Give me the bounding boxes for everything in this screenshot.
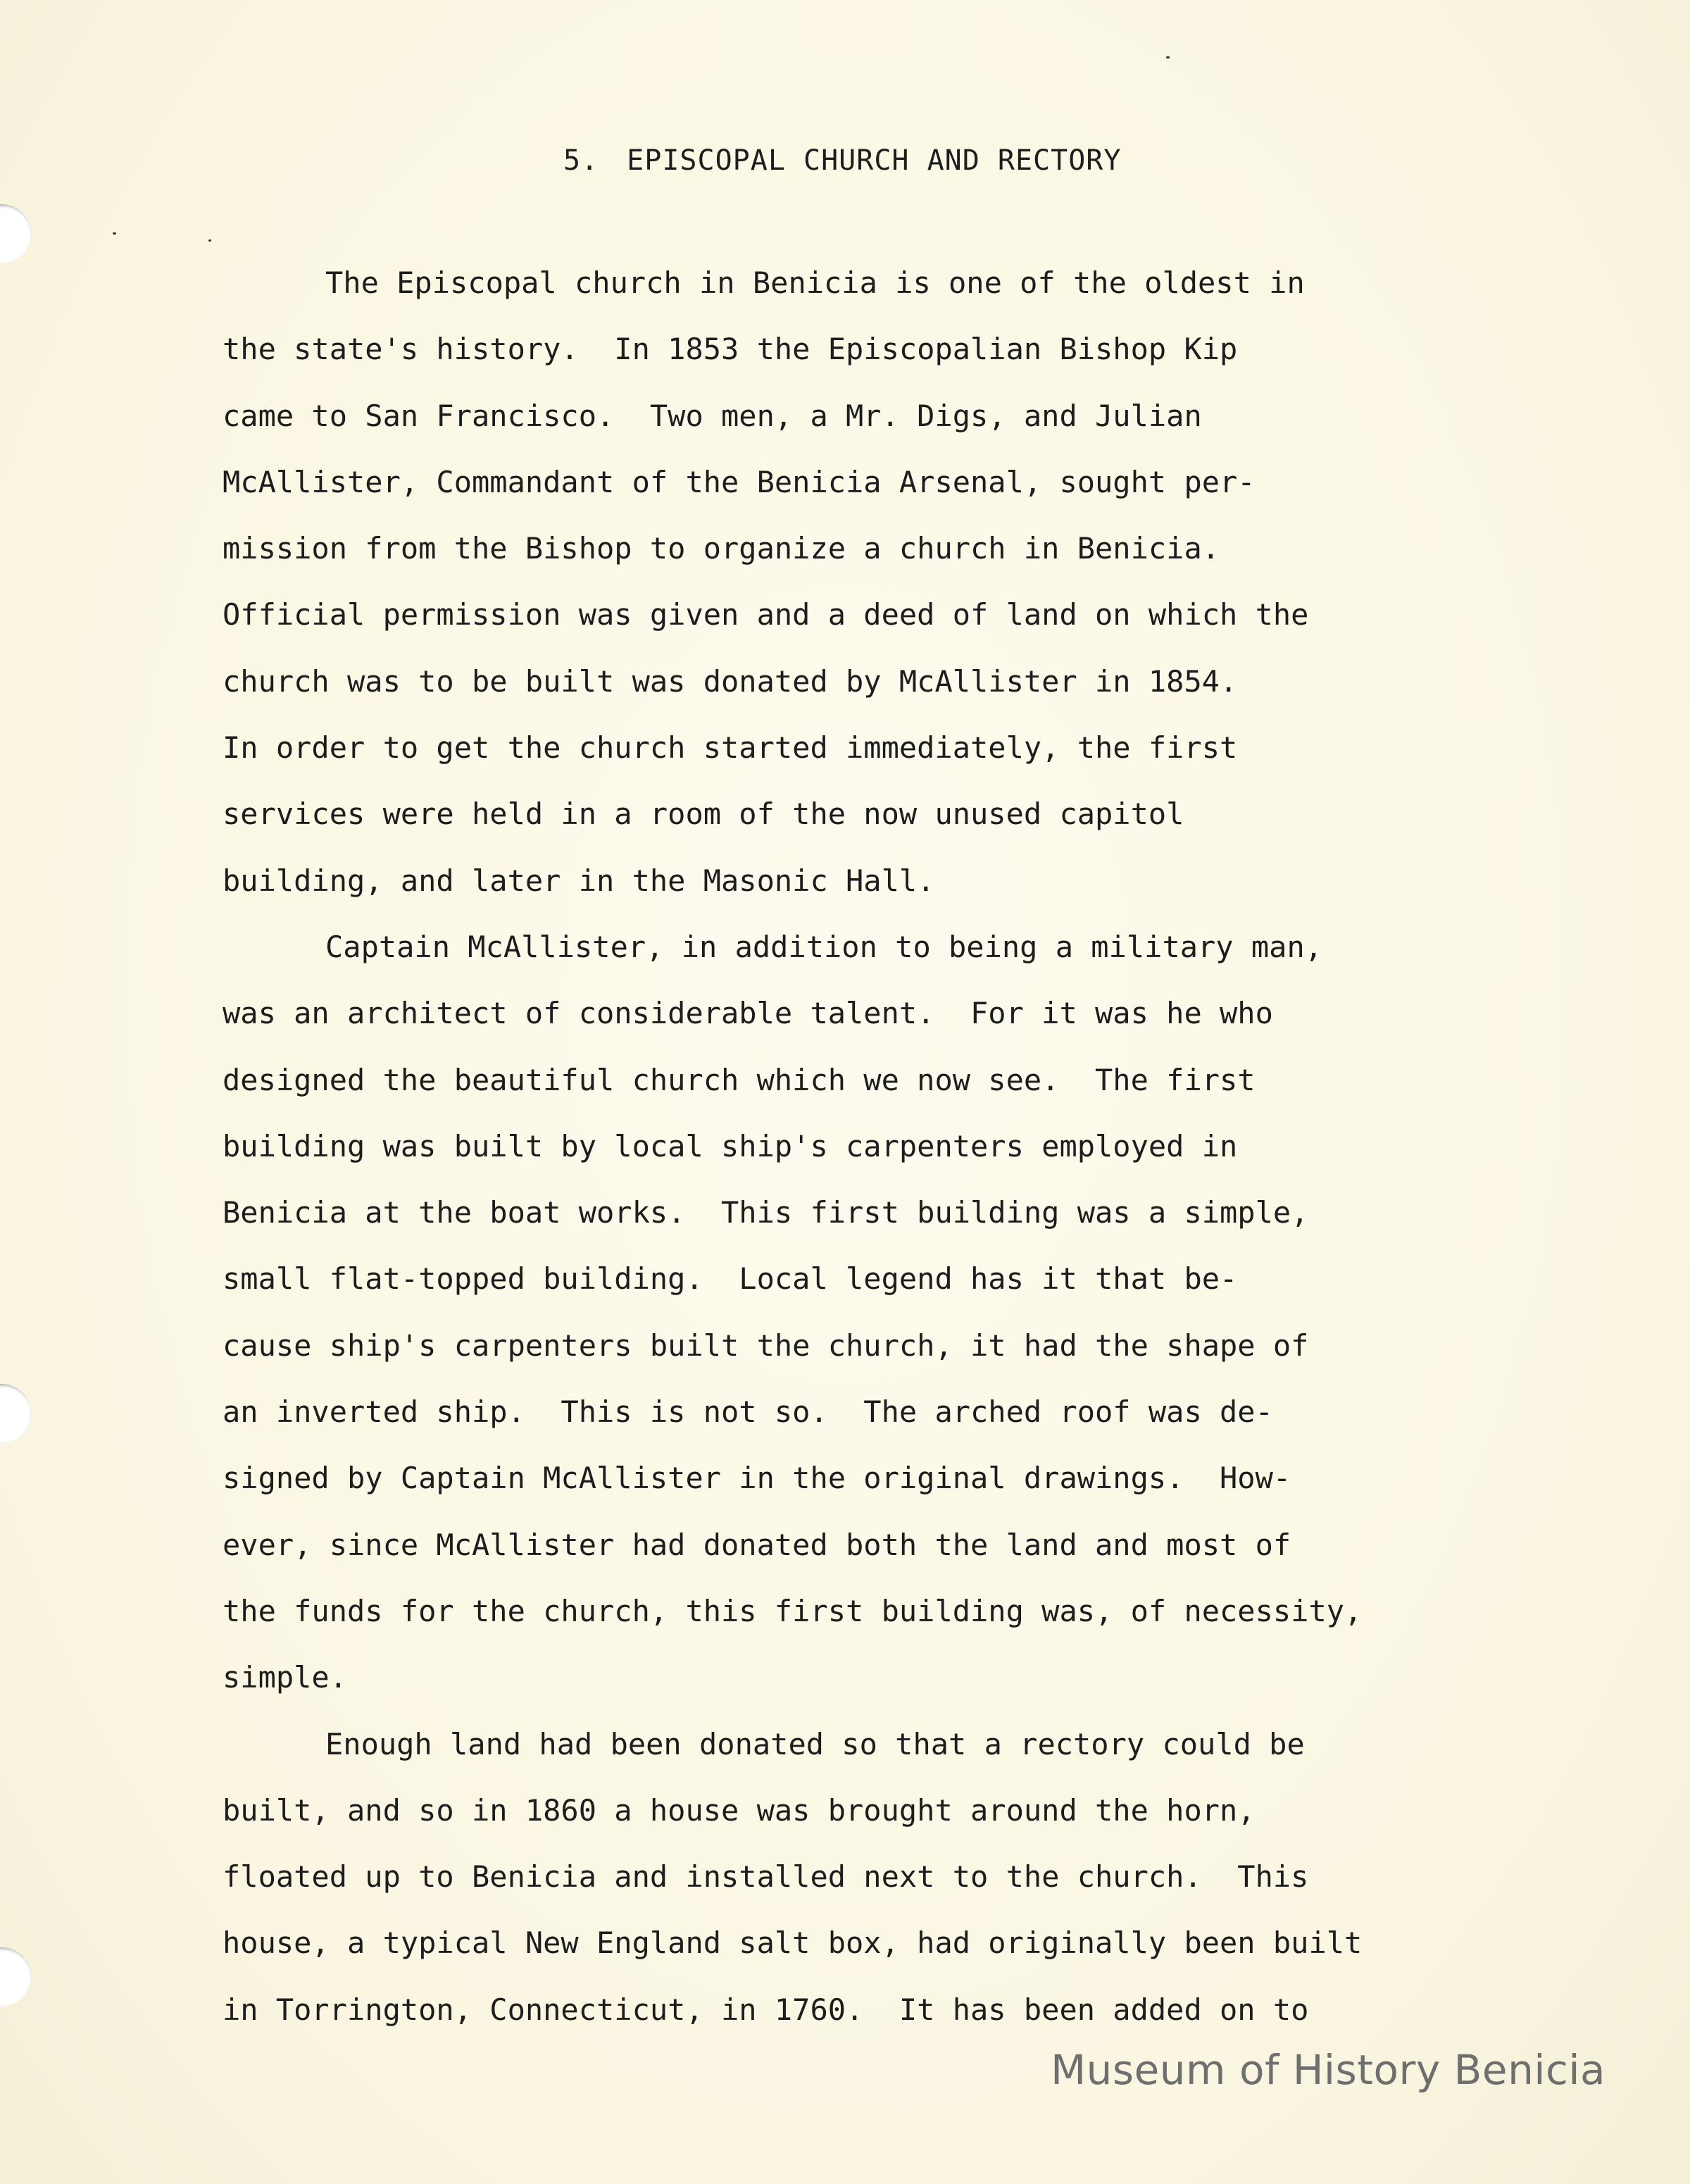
text-line: cause ship's carpenters built the church, it had the shape of: [223, 1328, 1309, 1363]
text-line: signed by Captain McAllister in the original drawings. How-: [223, 1461, 1291, 1496]
punch-hole: [0, 1947, 31, 2007]
text-line: Enough land had been donated so that a rectory could be: [325, 1726, 1305, 1761]
text-line: small flat-topped building. Local legend has it that be-: [223, 1261, 1238, 1297]
text-line: simple.: [223, 1660, 348, 1695]
text-line: the state's history. In 1853 the Episcopalian Bishop Kip: [223, 332, 1238, 367]
text-line: came to San Francisco. Two men, a Mr. Digs, and Julian: [223, 398, 1202, 433]
text-line: in Torrington, Connecticut, in 1760. It has been added on to: [223, 1992, 1309, 2027]
paper-speck: [113, 232, 116, 235]
punch-hole: [0, 1384, 31, 1443]
text-line: church was to be built was donated by McAllister in 1854.: [223, 663, 1238, 699]
text-line: built, and so in 1860 a house was brought around the horn,: [223, 1792, 1256, 1828]
text-line: ever, since McAllister had donated both the land and most of: [223, 1527, 1291, 1562]
section-number: 5.: [563, 144, 599, 177]
text-line: an inverted ship. This is not so. The arched roof was de-: [223, 1394, 1273, 1430]
text-line: floated up to Benicia and installed next to the church. This: [223, 1859, 1309, 1895]
text-line: Official permission was given and a deed of land on which the: [223, 597, 1309, 632]
title-text: EPISCOPAL CHURCH AND RECTORY: [627, 144, 1122, 177]
text-line: designed the beautiful church which we now see. The first: [223, 1062, 1256, 1097]
text-line: mission from the Bishop to organize a church in Benicia.: [223, 531, 1220, 566]
page-title: [563, 144, 1121, 177]
text-line: was an architect of considerable talent. For it was he who: [223, 996, 1273, 1031]
text-line: The Episcopal church in Benicia is one of the oldest in: [325, 266, 1305, 300]
paper-speck: [1166, 56, 1170, 58]
text-line: Captain McAllister, in addition to being a military man,: [325, 929, 1323, 964]
text-line: services were held in a room of the now unused capitol: [223, 797, 1184, 832]
text-line: building, and later in the Masonic Hall.: [223, 863, 935, 898]
museum-watermark: Museum of History Benicia: [1051, 2046, 1606, 2094]
text-line: building was built by local ship's carpenters employed in: [223, 1128, 1238, 1163]
text-line: McAllister, Commandant of the Benicia Arsenal, sought per-: [223, 464, 1256, 499]
text-line: In order to get the church started immediately, the first: [223, 730, 1238, 766]
text-line: house, a typical New England salt box, had originally been built: [223, 1926, 1363, 1961]
punch-hole: [0, 204, 31, 263]
body-text: [223, 250, 1560, 2043]
text-line: Benicia at the boat works. This first building was a simple,: [223, 1195, 1309, 1230]
text-line: the funds for the church, this first building was, of necessity,: [223, 1593, 1363, 1628]
paper-speck: [208, 239, 211, 242]
